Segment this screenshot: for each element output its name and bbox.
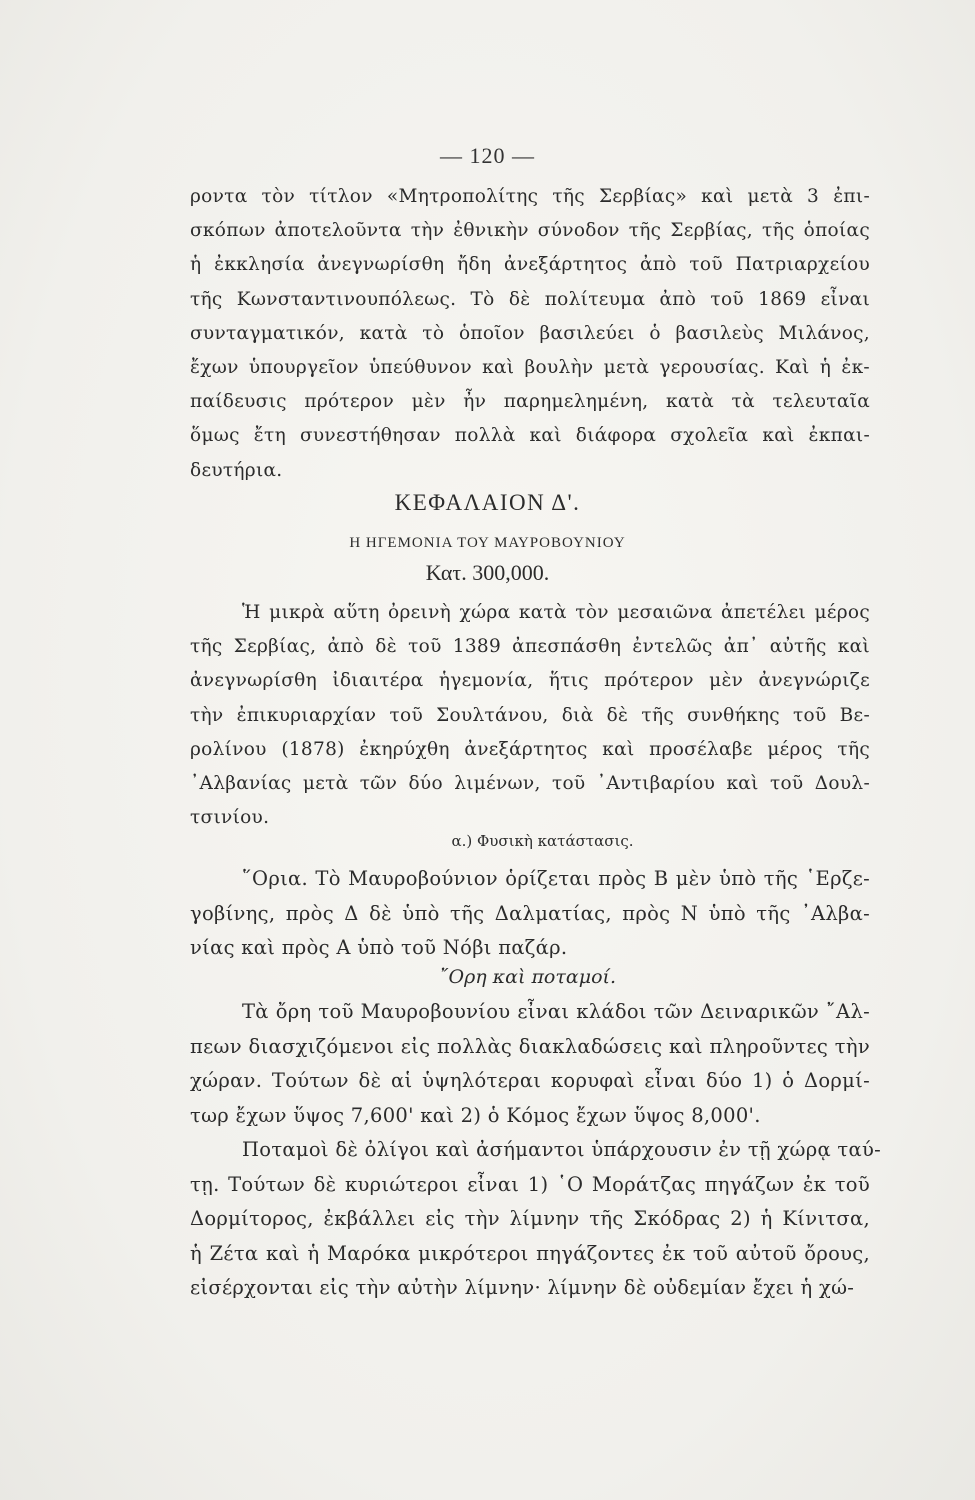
- text-line: ἀνεγνωρίσθη ἰδιαιτέρα ἡγεμονία, ἥτις πρότερον μὲν ἀνεγνώριζε: [190, 670, 870, 692]
- paragraph-borders: [190, 862, 870, 966]
- text-line: ρολίνου (1878) ἐκηρύχθη ἀνεξάρτητος καὶ προσέλαβε μέρος τῆς: [190, 738, 870, 760]
- text-line: τῃ. Τούτων δὲ κυριώτεροι εἶναι 1) ῾Ο Μοράτζας πηγάζων ἐκ τοῦ: [190, 1172, 870, 1196]
- text-line: ἡ ἐκκλησία ἀνεγνωρίσθη ἤδη ἀνεξάρτητος ἀπὸ τοῦ Πατριαρχείου: [190, 254, 870, 276]
- text-line: τσινίου.: [190, 807, 270, 829]
- page-number: — 120 —: [440, 143, 535, 168]
- text-line: τῆς Σερβίας, ἀπὸ δὲ τοῦ 1389 ἀπεσπάσθη ἐντελῶς ἀπ᾽ αὐτῆς καὶ: [190, 636, 870, 658]
- paragraph-text: [190, 862, 870, 966]
- chapter-area: Κατ. 300,000.: [425, 560, 550, 585]
- text-line: γοβίνης, πρὸς Δ δὲ ὑπὸ τῆς Δαλματίας, πρὸς Ν ὑπὸ τῆς ᾽Αλβα-: [190, 901, 870, 925]
- paragraph-text: [190, 995, 870, 1133]
- text-line: ὅμως ἔτη συνεστήθησαν πολλὰ καὶ διάφορα σχολεῖα καὶ ἐκπαι-: [190, 425, 870, 447]
- text-line: ῞Ορια. Τὸ Μαυροβούνιον ὁρίζεται πρὸς Β μὲν ὑπὸ τῆς ῾Ερζε-: [242, 867, 870, 890]
- text-line: Δορμίτορος, ἐκβάλλει εἰς τὴν λίμνην τῆς Σκόδρας 2) ἡ Κίνιτσα,: [190, 1207, 870, 1230]
- paragraph-text: [190, 180, 870, 488]
- section-heading-physical: α.) Φυσικὴ κατάστασις.: [451, 832, 634, 850]
- text-line: πεων διασχιζόμενοι εἰς πολλὰς διακλαδώσεις καὶ πληροῦντες τὴν: [190, 1034, 870, 1058]
- text-line: εἰσέρχονται εἰς τὴν αὐτὴν λίμνην· λίμνην δὲ οὐδεμίαν ἔχει ἡ χώ-: [190, 1276, 855, 1299]
- text-line: Ποταμοὶ δὲ ὀλίγοι καὶ ἀσήμαντοι ὑπάρχουσιν ἐν τῇ χώρᾳ ταύ-: [242, 1138, 882, 1161]
- chapter-subtitle: Η ΗΓΕΜΟΝΙΑ ΤΟΥ ΜΑΥΡΟΒΟΥΝΙΟΥ: [349, 535, 626, 551]
- paragraph-montenegro-history: [190, 596, 870, 835]
- paragraph-text: [190, 1133, 882, 1306]
- chapter-title: ΚΕΦΑΛΑΙΟΝ Δ'.: [394, 490, 581, 515]
- text-line: τῆς Κωνσταντινουπόλεως. Τὸ δὲ πολίτευμα ἀπὸ τοῦ 1869 εἶναι: [190, 288, 870, 310]
- text-line: ᾽Αλβανίας μετὰ τῶν δύο λιμένων, τοῦ ᾽Αντιβαρίου καὶ τοῦ Δουλ-: [190, 773, 870, 795]
- text-line: ἔχων ὑπουργεῖον ὑπεύθυνον καὶ βουλὴν μετὰ γερουσίας. Καὶ ἡ ἐκ-: [190, 357, 870, 379]
- text-line: δευτήρια.: [190, 459, 283, 481]
- paragraph-mountains: [190, 995, 870, 1133]
- paragraph-rivers: [190, 1133, 882, 1306]
- text-line: τωρ ἔχων ὕψος 7,600' καὶ 2) ὁ Κόμος ἔχων ὕψος 8,000'.: [190, 1103, 761, 1127]
- section-heading-mountains-rivers: ῎Ορη καὶ ποταμοί.: [439, 966, 616, 988]
- text-line: νίας καὶ πρὸς Α ὑπὸ τοῦ Νόβι παζάρ.: [190, 936, 568, 959]
- text-line: σκόπων ἀποτελοῦντα τὴν ἐθνικὴν σύνοδον τῆς Σερβίας, τῆς ὁποίας: [190, 220, 870, 242]
- paragraph-text: [190, 596, 870, 835]
- text-line: τὴν ἐπικυριαρχίαν τοῦ Σουλτάνου, διὰ δὲ τῆς συνθήκης τοῦ Βε-: [190, 704, 870, 726]
- text-line: συνταγματικόν, κατὰ τὸ ὁποῖον βασιλεύει ὁ βασιλεὺς Μιλάνος,: [190, 322, 870, 344]
- text-line: ἡ Ζέτα καὶ ἡ Μαρόκα μικρότεροι πηγάζοντες ἐκ τοῦ αὐτοῦ ὄρους,: [190, 1241, 870, 1265]
- text-line: παίδευσις πρότερον μὲν ἦν παρημελημένη, κατὰ τὰ τελευταῖα: [190, 391, 870, 413]
- text-line: χώραν. Τούτων δὲ αἱ ὑψηλότεραι κορυφαὶ εἶναι δύο 1) ὁ Δορμί-: [190, 1069, 870, 1092]
- paragraph-serbia-church: [190, 180, 870, 488]
- text-line: ροντα τὸν τίτλον «Μητροπολίτης τῆς Σερβίας» καὶ μετὰ 3 ἐπι-: [190, 186, 870, 207]
- text-line: Τὰ ὄρη τοῦ Μαυροβουνίου εἶναι κλάδοι τῶν Δειναρικῶν ῎Αλ-: [242, 1000, 870, 1023]
- text-line: Ἡ μικρὰ αὕτη ὀρεινὴ χώρα κατὰ τὸν μεσαιῶνα ἀπετέλει μέρος: [242, 602, 870, 623]
